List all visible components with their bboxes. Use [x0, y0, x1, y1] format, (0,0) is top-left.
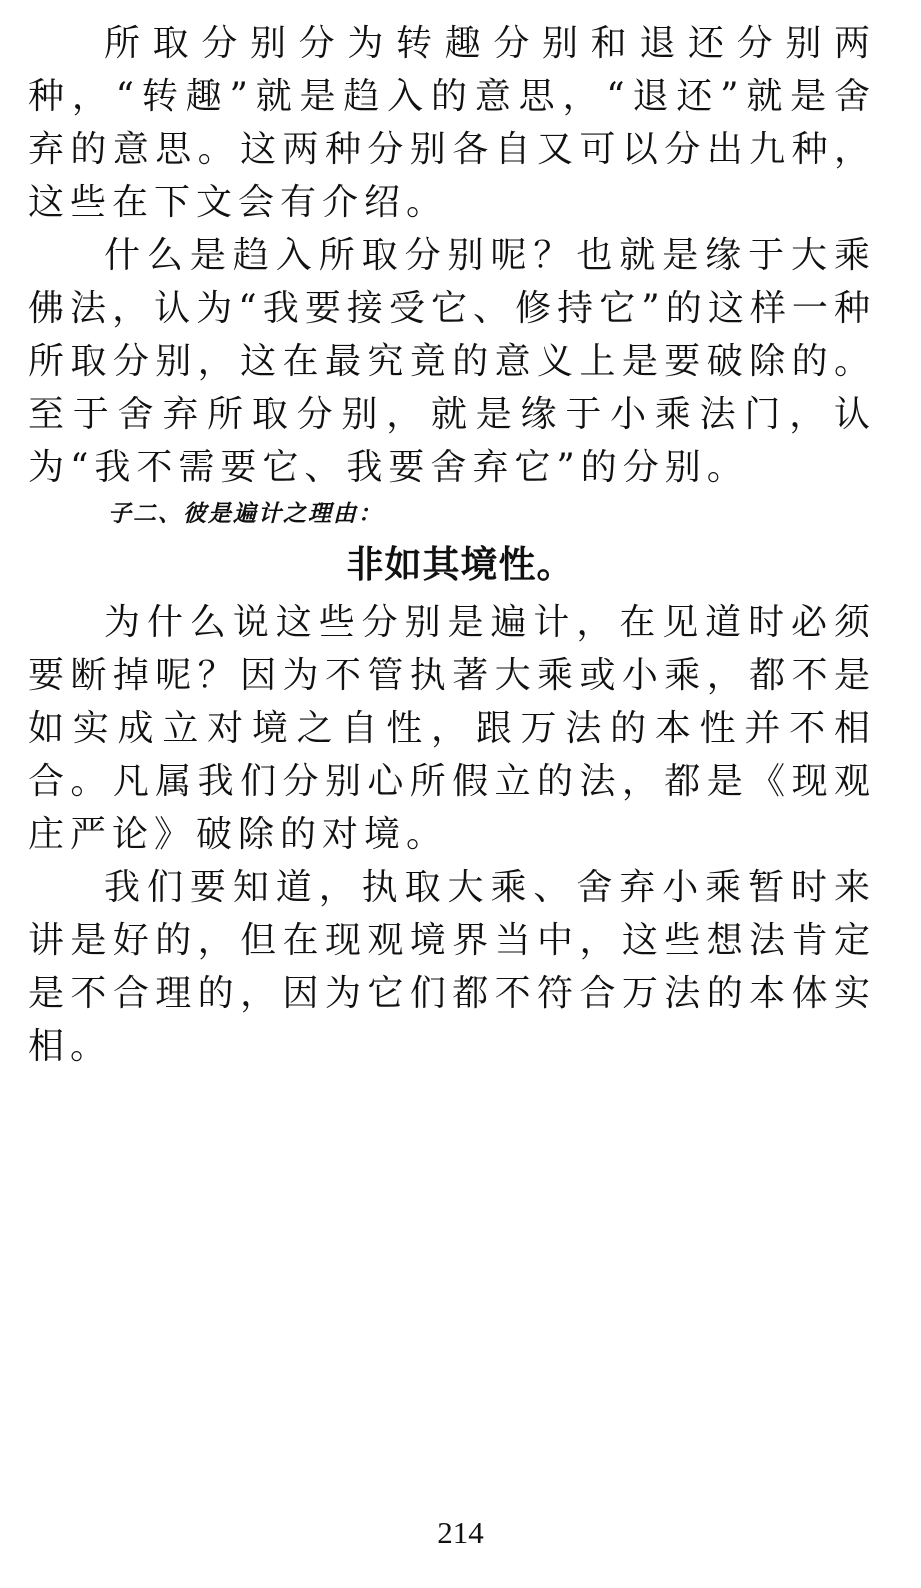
commentary-section-2 [28, 596, 876, 1073]
paragraph: 什么是趋入所取分别呢？也就是缘于大乘佛法，认为“我要接受它、修持它”的这样一种所取分别，这在最究竟的意义上是要破除的。至于舍弃所取分别，就是缘于小乘法门，认为“我不需要它、我要舍弃它”的分别。 [28, 235, 876, 488]
commentary-section-1 [28, 17, 876, 494]
root-verse: 非如其境性。 [346, 543, 575, 586]
paragraph: 所取分别分为转趣分别和退还分别两种，“转趣”就是趋入的意思，“退还”就是舍弃的意思。这两种分别各自又可以分出九种，这些在下文会有介绍。 [28, 23, 876, 223]
paragraph: 我们要知道，执取大乘、舍弃小乘暂时来讲是好的，但在现观境界当中，这些想法肯定是不合理的，因为它们都不符合万法的本体实相。 [28, 867, 876, 1067]
section-subheading: 子二、彼是遍计之理由： [108, 500, 383, 527]
page-number: 214 [437, 1515, 484, 1550]
paragraph: 为什么说这些分别是遍计，在见道时必须要断掉呢？因为不管执著大乘或小乘，都不是如实成立对境之自性，跟万法的本性并不相合。凡属我们分别心所假立的法，都是《现观庄严论》破除的对境。 [28, 602, 876, 855]
